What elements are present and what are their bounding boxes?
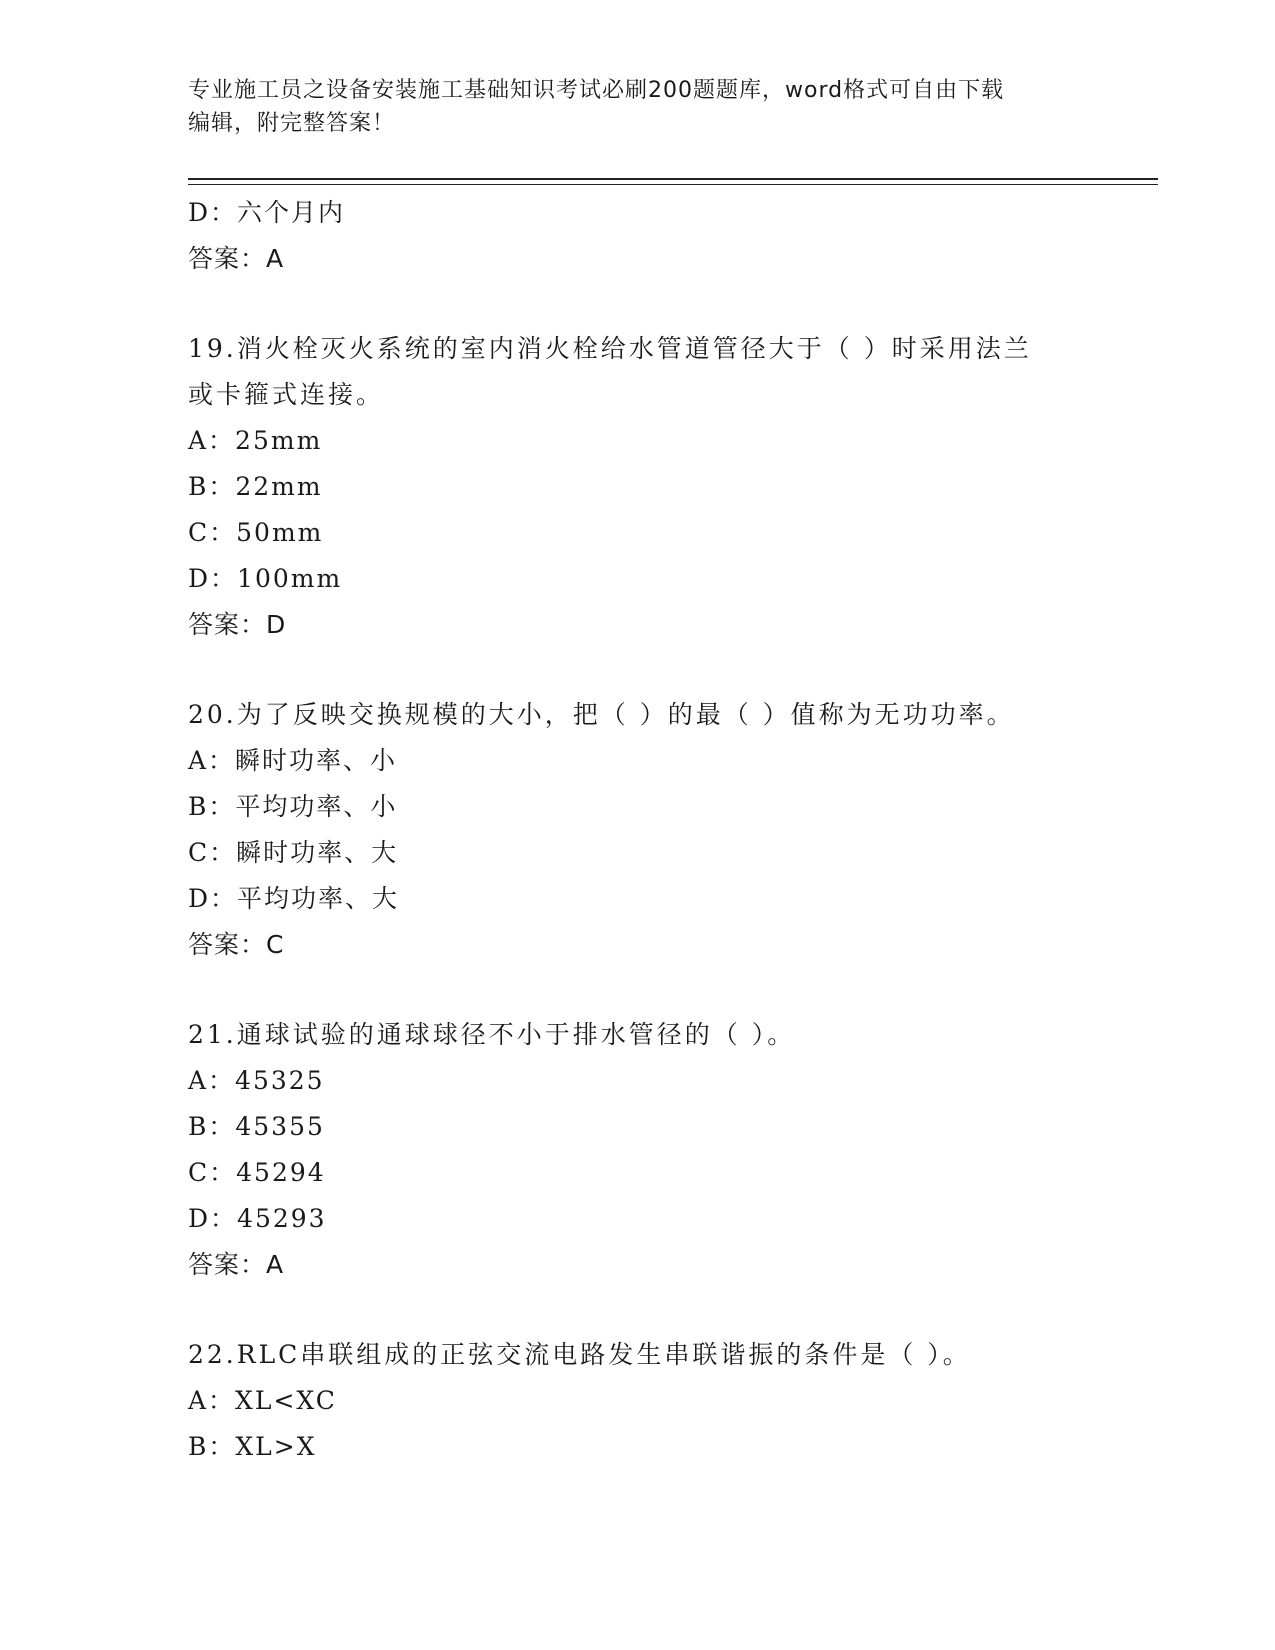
- option-b: B：22mm: [188, 472, 323, 501]
- header-title-line-2: 编辑，附完整答案！: [188, 111, 396, 136]
- header-divider-thin: [188, 184, 1158, 185]
- option-d: D：平均功率、大: [188, 884, 400, 913]
- option-a: A：瞬时功率、小: [188, 746, 398, 775]
- answer-line: 答案：A: [188, 1250, 285, 1279]
- option-b: B：45355: [188, 1112, 325, 1141]
- option-a: A：45325: [188, 1066, 325, 1095]
- option-d: D：45293: [188, 1204, 327, 1233]
- question-text: 22.RLC串联组成的正弦交流电路发生串联谐振的条件是（ ）。: [188, 1340, 971, 1369]
- question-text-continued: 或卡箍式连接。: [188, 380, 385, 409]
- option-b: B：XL>X: [188, 1432, 317, 1461]
- option-d: D：100mm: [188, 564, 343, 593]
- option-d: D：六个月内: [188, 198, 346, 227]
- question-text: 21.通球试验的通球球径不小于排水管径的（ ）。: [188, 1020, 796, 1049]
- document-body: [188, 190, 1108, 1470]
- answer-line: 答案：C: [188, 930, 285, 959]
- question-19: [188, 326, 1108, 648]
- option-b: B：平均功率、小: [188, 792, 398, 821]
- question-20: [188, 692, 1108, 968]
- option-a: A：25mm: [188, 426, 323, 455]
- option-c: C：45294: [188, 1158, 326, 1187]
- option-c: C：50mm: [188, 518, 324, 547]
- previous-question-tail: [188, 190, 1108, 282]
- question-22: [188, 1332, 1108, 1470]
- question-text: 20.为了反映交换规模的大小，把（ ）的最（ ）值称为无功功率。: [188, 700, 1015, 729]
- question-21: [188, 1012, 1108, 1288]
- header-divider-thick: [188, 178, 1158, 180]
- option-c: C：瞬时功率、大: [188, 838, 399, 867]
- answer-line: 答案：A: [188, 244, 285, 273]
- answer-line: 答案：D: [188, 610, 287, 639]
- option-a: A：XL<XC: [188, 1386, 337, 1415]
- document-header: [188, 74, 1088, 140]
- question-text: 19.消火栓灭火系统的室内消火栓给水管道管径大于（ ）时采用法兰: [188, 334, 1032, 363]
- header-title-line-1: 专业施工员之设备安装施工基础知识考试必刷200题题库，word格式可自由下载: [188, 78, 1005, 103]
